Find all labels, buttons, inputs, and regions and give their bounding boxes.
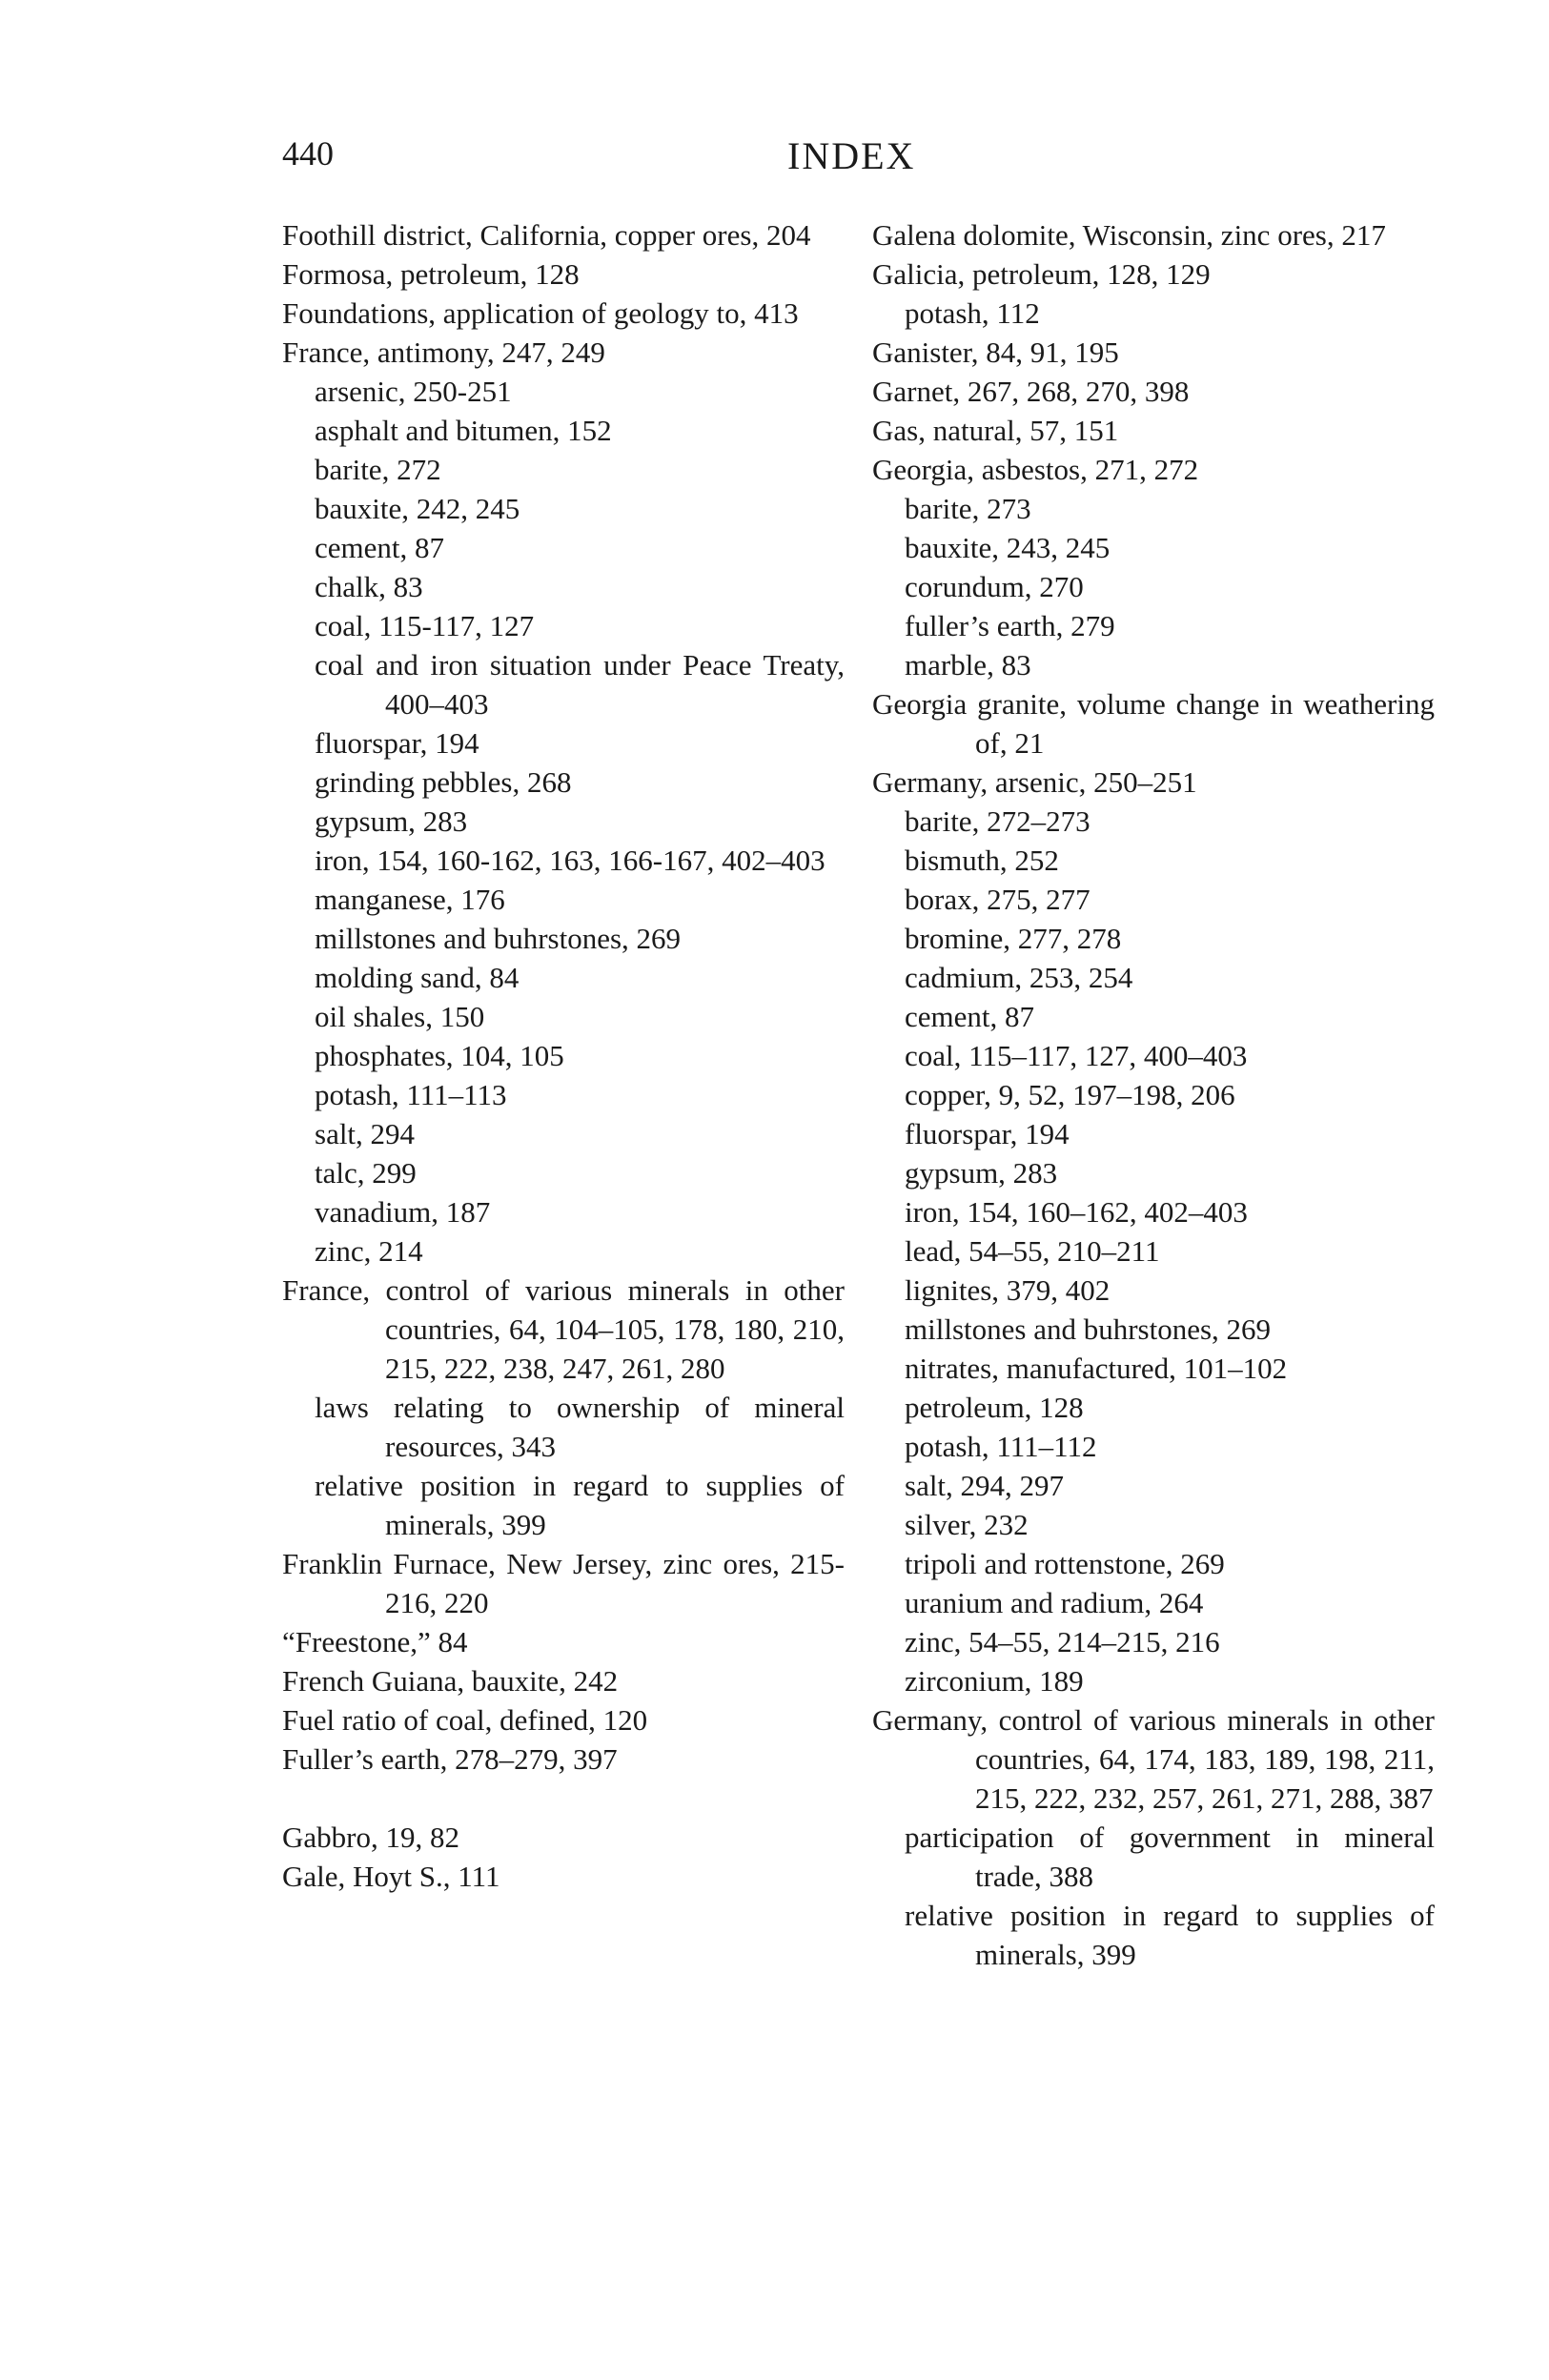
index-subentry: fuller’s earth, 279: [905, 609, 1115, 642]
index-subentry: petroleum, 128: [905, 1391, 1084, 1424]
index-subentry: millstones and buhrstones, 269: [905, 1312, 1272, 1346]
index-subentry: borax, 275, 277: [905, 883, 1090, 916]
index-subentry: potash, 111–112: [905, 1430, 1097, 1463]
index-subentry: relative position in regard to supplies of minerals, 399: [315, 1469, 845, 1541]
index-subentry: tripoli and rottenstone, 269: [905, 1547, 1225, 1580]
index-subentry: grinding pebbles, 268: [315, 765, 572, 799]
index-subentry: barite, 273: [905, 492, 1031, 525]
index-entry: Georgia, asbestos, 271, 272: [872, 453, 1199, 486]
index-entry: Gabbro, 19, 82: [282, 1821, 459, 1854]
index-subentry: potash, 111–113: [315, 1078, 507, 1111]
running-head: INDEX: [787, 134, 916, 177]
index-entry: France, antimony, 247, 249: [282, 336, 605, 369]
index-entry: Franklin Furnace, New Jersey, zinc ores, 215-216, 220: [282, 1547, 845, 1619]
index-entry: Foothill district, California, copper ores, 204: [282, 218, 811, 252]
index-subentry: vanadium, 187: [315, 1195, 491, 1229]
index-entry: Georgia granite, volume change in weathering of, 21: [872, 687, 1435, 760]
index-entry: “Freestone,” 84: [282, 1625, 468, 1658]
index-subentry: copper, 9, 52, 197–198, 206: [905, 1078, 1235, 1111]
page-number: 440: [282, 134, 334, 173]
index-subentry: lignites, 379, 402: [905, 1273, 1111, 1307]
index-entry: France, control of various minerals in other countries, 64, 104–105, 178, 180, 210, 215, 222, 238, 247, 261, 280: [282, 1273, 845, 1385]
index-subentry: zirconium, 189: [905, 1664, 1084, 1698]
index-subentry: marble, 83: [905, 648, 1031, 681]
index-subentry: zinc, 214: [315, 1234, 423, 1268]
index-subentry: coal, 115–117, 127, 400–403: [905, 1039, 1248, 1072]
index-subentry: corundum, 270: [905, 570, 1084, 603]
index-entry: Galena dolomite, Wisconsin, zinc ores, 217: [872, 218, 1386, 252]
index-subentry: coal and iron situation under Peace Treaty, 400–403: [315, 648, 845, 721]
index-entry: Garnet, 267, 268, 270, 398: [872, 375, 1190, 408]
index-entry: Gale, Hoyt S., 111: [282, 1860, 500, 1893]
index-subentry: uranium and radium, 264: [905, 1586, 1204, 1619]
index-entry: Foundations, application of geology to, 413: [282, 296, 799, 330]
index-subentry: cadmium, 253, 254: [905, 961, 1133, 994]
index-subentry: bromine, 277, 278: [905, 922, 1122, 955]
index-subentry: fluorspar, 194: [315, 726, 479, 760]
index-subentry: gypsum, 283: [905, 1156, 1058, 1190]
index-subentry: bismuth, 252: [905, 844, 1059, 877]
index-column-right: [872, 215, 1435, 1974]
index-subentry: phosphates, 104, 105: [315, 1039, 564, 1072]
index-subentry: participation of government in mineral trade, 388: [905, 1821, 1435, 1893]
index-subentry: coal, 115-117, 127: [315, 609, 535, 642]
index-subentry: salt, 294: [315, 1117, 416, 1150]
index-subentry: iron, 154, 160–162, 402–403: [905, 1195, 1248, 1229]
index-entry: French Guiana, bauxite, 242: [282, 1664, 619, 1698]
index-subentry: iron, 154, 160-162, 163, 166-167, 402–403: [315, 844, 825, 877]
index-subentry: potash, 112: [905, 296, 1040, 330]
index-subentry: molding sand, 84: [315, 961, 520, 994]
index-subentry: barite, 272: [315, 453, 441, 486]
index-subentry: bauxite, 243, 245: [905, 531, 1111, 564]
index-entry: Galicia, petroleum, 128, 129: [872, 257, 1211, 291]
index-subentry: asphalt and bitumen, 152: [315, 414, 612, 447]
index-column-left: [282, 215, 845, 1896]
index-subentry: chalk, 83: [315, 570, 423, 603]
page-header: [282, 133, 1435, 181]
index-entry: Fuel ratio of coal, defined, 120: [282, 1703, 648, 1737]
index-subentry: gypsum, 283: [315, 804, 468, 838]
index-entry: Gas, natural, 57, 151: [872, 414, 1119, 447]
index-subentry: barite, 272–273: [905, 804, 1090, 838]
index-subentry: cement, 87: [315, 531, 445, 564]
index-subentry: silver, 232: [905, 1508, 1029, 1541]
index-subentry: zinc, 54–55, 214–215, 216: [905, 1625, 1220, 1658]
index-subentry: salt, 294, 297: [905, 1469, 1065, 1502]
index-entry: Germany, arsenic, 250–251: [872, 765, 1197, 799]
index-subentry: lead, 54–55, 210–211: [905, 1234, 1160, 1268]
index-subentry: nitrates, manufactured, 101–102: [905, 1352, 1288, 1385]
index-entry: Ganister, 84, 91, 195: [872, 336, 1119, 369]
index-entry: Formosa, petroleum, 128: [282, 257, 580, 291]
index-entry: Fuller’s earth, 278–279, 397: [282, 1742, 618, 1776]
index-subentry: laws relating to ownership of mineral resources, 343: [315, 1391, 845, 1463]
index-subentry: bauxite, 242, 245: [315, 492, 520, 525]
index-subentry: manganese, 176: [315, 883, 505, 916]
index-subentry: oil shales, 150: [315, 1000, 485, 1033]
index-subentry: fluorspar, 194: [905, 1117, 1070, 1150]
index-subentry: millstones and buhrstones, 269: [315, 922, 682, 955]
index-subentry: talc, 299: [315, 1156, 417, 1190]
index-subentry: relative position in regard to supplies of minerals, 399: [905, 1899, 1435, 1971]
index-entry: Germany, control of various minerals in other countries, 64, 174, 183, 189, 198, 211, 215, 222, 232, 257, 261, 271, 288, 387: [872, 1703, 1435, 1815]
index-subentry: arsenic, 250-251: [315, 375, 512, 408]
index-subentry: cement, 87: [905, 1000, 1035, 1033]
